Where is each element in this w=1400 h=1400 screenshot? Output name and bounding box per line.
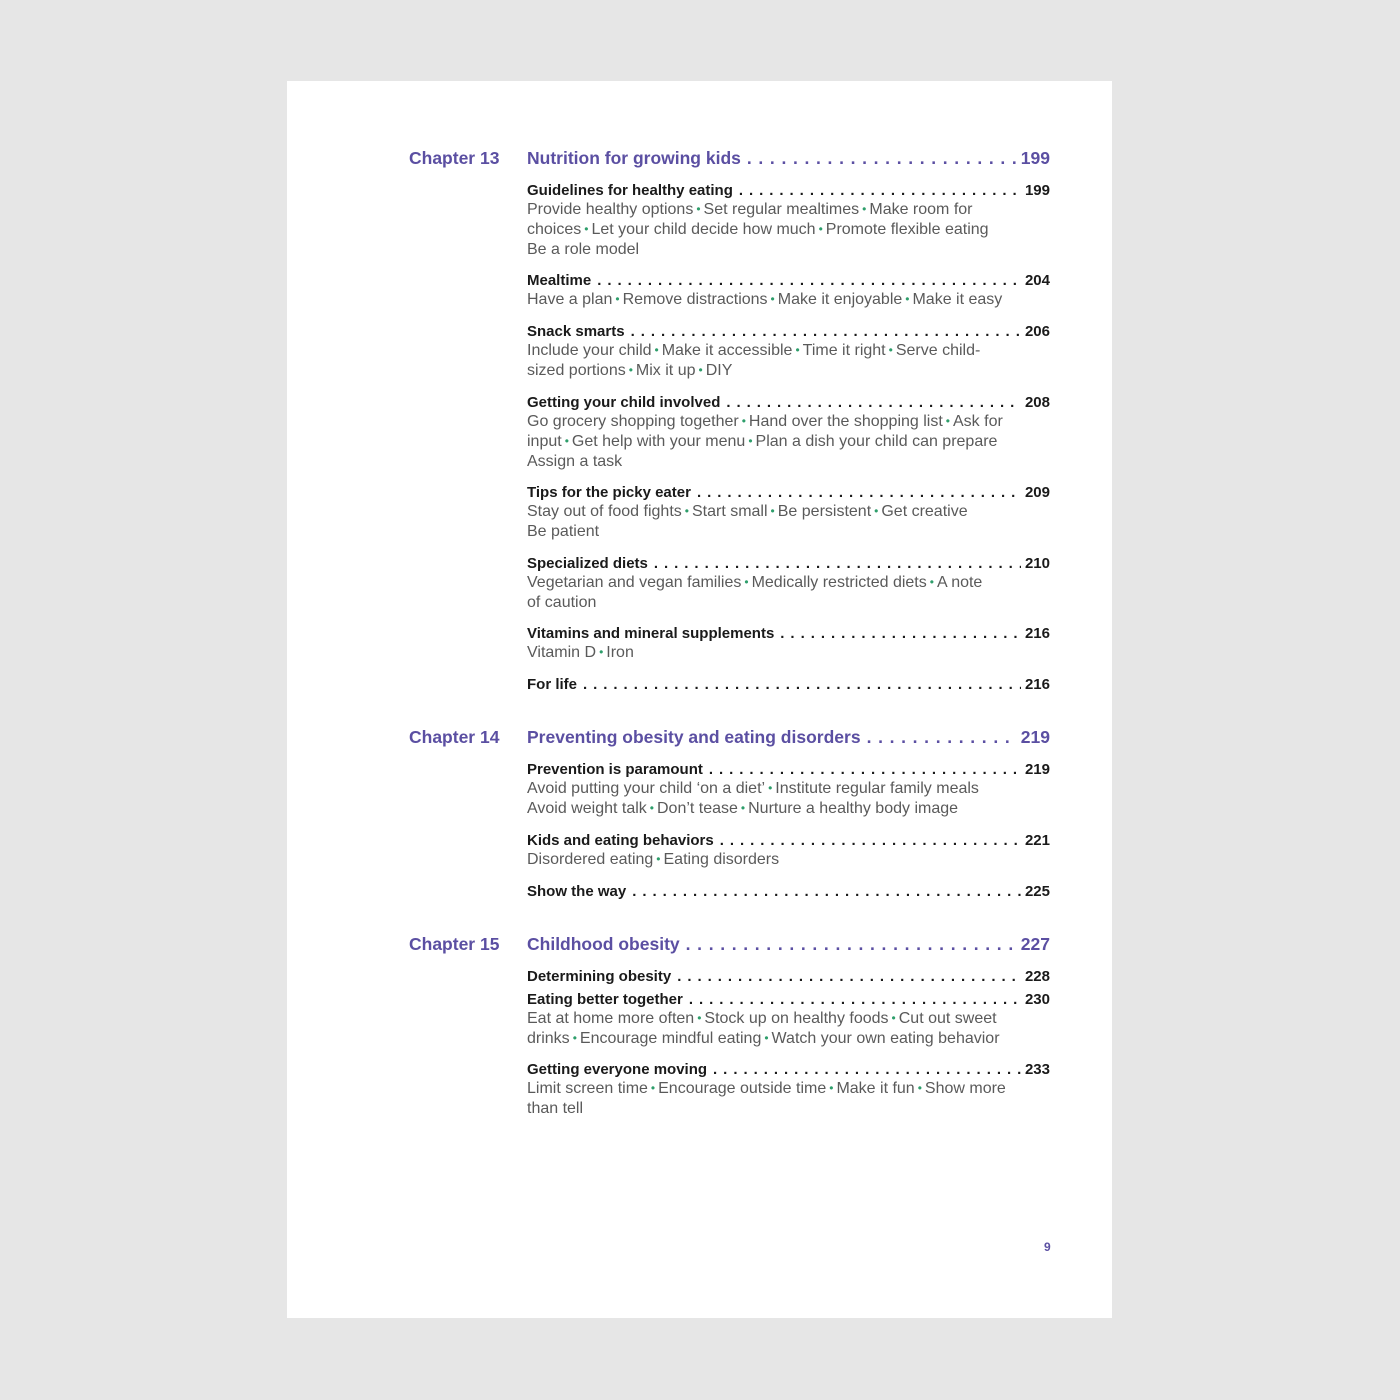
topics-line bbox=[527, 412, 1057, 432]
bullet-separator: • bbox=[748, 434, 753, 448]
topic-item: Show more bbox=[924, 1080, 1006, 1097]
dot-leader bbox=[632, 882, 1021, 902]
topic-item: Eating disorders bbox=[663, 851, 780, 868]
section-entry[interactable] bbox=[527, 882, 1050, 902]
topic-item: DIY bbox=[705, 362, 733, 379]
dot-leader bbox=[747, 147, 1017, 169]
bullet-separator: • bbox=[698, 363, 703, 377]
chapter-page: 219 bbox=[1020, 727, 1050, 747]
topic-item: Provide healthy options bbox=[527, 201, 694, 218]
section-entry[interactable] bbox=[527, 554, 1050, 574]
section-topics bbox=[527, 779, 1057, 819]
dot-leader bbox=[597, 271, 1021, 291]
topics-line bbox=[527, 452, 1057, 472]
section-page: 216 bbox=[1024, 625, 1050, 642]
topic-item: input bbox=[527, 433, 562, 450]
section-page: 204 bbox=[1024, 272, 1050, 289]
chapter-title: Childhood obesity bbox=[527, 934, 680, 954]
section-entry[interactable] bbox=[527, 967, 1050, 987]
bullet-separator: • bbox=[768, 781, 773, 795]
topic-item: Ask for bbox=[953, 413, 1003, 430]
bullet-separator: • bbox=[654, 343, 659, 357]
bullet-separator: • bbox=[684, 504, 689, 518]
topic-item: Assign a task bbox=[527, 453, 623, 470]
section-entry[interactable] bbox=[527, 1060, 1050, 1080]
topic-item: Mix it up bbox=[635, 362, 696, 379]
section-title: Determining obesity bbox=[527, 968, 672, 985]
topics-line bbox=[527, 341, 1057, 361]
topic-item: Watch your own eating behavior bbox=[771, 1030, 1000, 1047]
section-entry[interactable] bbox=[527, 483, 1050, 503]
section-title: Vitamins and mineral supplements bbox=[527, 625, 775, 642]
document-page bbox=[287, 81, 1112, 1318]
bullet-separator: • bbox=[740, 801, 746, 815]
bullet-separator: • bbox=[764, 1031, 769, 1045]
chapter-page: 199 bbox=[1020, 148, 1050, 168]
bullet-separator: • bbox=[862, 202, 867, 216]
topics-line bbox=[527, 573, 1057, 593]
section-title: Tips for the picky eater bbox=[527, 484, 691, 501]
bullet-separator: • bbox=[615, 292, 620, 306]
section-title: Kids and eating behaviors bbox=[527, 832, 714, 849]
section-topics bbox=[527, 1079, 1057, 1119]
section-page: 206 bbox=[1024, 323, 1050, 340]
bullet-separator: • bbox=[628, 363, 633, 377]
section-topics bbox=[527, 850, 1057, 870]
topic-item: Iron bbox=[606, 644, 634, 661]
section-topics bbox=[527, 200, 1057, 260]
bullet-separator: • bbox=[649, 801, 654, 815]
topic-item: Stock up on healthy foods bbox=[704, 1010, 889, 1027]
dot-leader bbox=[713, 1060, 1021, 1080]
dot-leader bbox=[697, 483, 1021, 503]
topic-item: Cut out sweet bbox=[898, 1010, 997, 1027]
topics-line bbox=[527, 779, 1057, 799]
dot-leader bbox=[780, 624, 1021, 644]
topics-line bbox=[527, 1079, 1057, 1099]
section-topics bbox=[527, 573, 1057, 613]
section-entry[interactable] bbox=[527, 675, 1050, 695]
topic-item: than tell bbox=[527, 1100, 584, 1117]
topic-item: Avoid weight talk bbox=[527, 800, 647, 817]
dot-leader bbox=[720, 831, 1021, 851]
dot-leader bbox=[867, 726, 1017, 748]
topic-item: Nurture a healthy body image bbox=[748, 800, 959, 817]
bullet-separator: • bbox=[945, 414, 950, 428]
chapter-label: Chapter 13 bbox=[409, 148, 500, 168]
topic-item: Promote flexible eating bbox=[825, 221, 989, 238]
section-entry[interactable] bbox=[527, 831, 1050, 851]
topic-item: Go grocery shopping together bbox=[527, 413, 739, 430]
section-entry[interactable] bbox=[527, 760, 1050, 780]
section-entry[interactable] bbox=[527, 271, 1050, 291]
bullet-separator: • bbox=[891, 1011, 896, 1025]
topics-line bbox=[527, 643, 1057, 663]
topic-item: Avoid putting your child ‘on a diet’ bbox=[527, 780, 766, 797]
section-title: Getting everyone moving bbox=[527, 1061, 708, 1078]
chapter-title-link[interactable] bbox=[527, 147, 1050, 169]
topic-item: Vitamin D bbox=[527, 644, 597, 661]
topic-item: Eat at home more often bbox=[527, 1010, 695, 1027]
section-title: Specialized diets bbox=[527, 555, 648, 572]
section-page: 219 bbox=[1024, 761, 1050, 778]
topic-item: choices bbox=[527, 221, 582, 238]
topics-line bbox=[527, 220, 1057, 240]
topics-line bbox=[527, 593, 1057, 613]
bullet-separator: • bbox=[917, 1081, 922, 1095]
chapter-title: Preventing obesity and eating disorders bbox=[527, 727, 861, 747]
section-page: 199 bbox=[1024, 182, 1050, 199]
bullet-separator: • bbox=[741, 414, 746, 428]
topic-item: Be persistent bbox=[777, 503, 872, 520]
topic-item: Vegetarian and vegan families bbox=[527, 574, 742, 591]
dot-leader bbox=[677, 967, 1021, 987]
chapter-page: 227 bbox=[1020, 934, 1050, 954]
topic-item: Encourage mindful eating bbox=[579, 1030, 762, 1047]
chapter-title: Nutrition for growing kids bbox=[527, 148, 741, 168]
topics-line bbox=[527, 850, 1057, 870]
topic-item: of caution bbox=[527, 594, 597, 611]
topic-item: Be patient bbox=[527, 523, 600, 540]
bullet-separator: • bbox=[795, 343, 800, 357]
section-title: Guidelines for healthy eating bbox=[527, 182, 733, 199]
section-title: For life bbox=[527, 676, 578, 693]
section-topics bbox=[527, 341, 1057, 381]
topic-item: Make it enjoyable bbox=[777, 291, 903, 308]
topics-line bbox=[527, 1099, 1057, 1119]
section-entry[interactable] bbox=[527, 624, 1050, 644]
topics-line bbox=[527, 432, 1057, 452]
bullet-separator: • bbox=[905, 292, 910, 306]
section-page: 208 bbox=[1024, 394, 1050, 411]
topic-item: Make it easy bbox=[912, 291, 1003, 308]
topic-item: Set regular mealtimes bbox=[703, 201, 860, 218]
chapter-title-link[interactable] bbox=[527, 933, 1050, 955]
chapter-title-link[interactable] bbox=[527, 726, 1050, 748]
topic-item: Make it accessible bbox=[661, 342, 793, 359]
bullet-separator: • bbox=[929, 575, 934, 589]
dot-leader bbox=[739, 181, 1021, 201]
topic-item: Be a role model bbox=[527, 241, 640, 258]
topic-item: Hand over the shopping list bbox=[748, 413, 943, 430]
bullet-separator: • bbox=[599, 645, 604, 659]
section-page: 216 bbox=[1024, 676, 1050, 693]
dot-leader bbox=[726, 393, 1021, 413]
topics-line bbox=[527, 522, 1057, 542]
topics-line bbox=[527, 240, 1057, 260]
bullet-separator: • bbox=[696, 202, 701, 216]
topic-item: Don’t tease bbox=[656, 800, 738, 817]
bullet-separator: • bbox=[584, 222, 589, 236]
dot-leader bbox=[583, 675, 1021, 695]
bullet-separator: • bbox=[564, 434, 569, 448]
topic-item: Plan a dish your child can prepare bbox=[755, 433, 998, 450]
topic-item: Make it fun bbox=[836, 1080, 915, 1097]
topic-item: Medically restricted diets bbox=[751, 574, 927, 591]
bullet-separator: • bbox=[572, 1031, 577, 1045]
section-topics bbox=[527, 502, 1057, 542]
topic-item: Stay out of food fights bbox=[527, 503, 682, 520]
topics-line bbox=[527, 290, 1057, 310]
section-page: 228 bbox=[1024, 968, 1050, 985]
topics-line bbox=[527, 1029, 1057, 1049]
section-title: Mealtime bbox=[527, 272, 592, 289]
section-page: 221 bbox=[1024, 832, 1050, 849]
dot-leader bbox=[631, 322, 1021, 342]
topic-item: Have a plan bbox=[527, 291, 613, 308]
dot-leader bbox=[689, 990, 1021, 1010]
topic-item: Remove distractions bbox=[622, 291, 768, 308]
topics-line bbox=[527, 1009, 1057, 1029]
section-entry[interactable] bbox=[527, 322, 1050, 342]
section-entry[interactable] bbox=[527, 181, 1050, 201]
topics-line bbox=[527, 361, 1057, 381]
topic-item: Time it right bbox=[802, 342, 886, 359]
chapter-label: Chapter 15 bbox=[409, 934, 500, 954]
section-topics bbox=[527, 412, 1057, 472]
section-entry[interactable] bbox=[527, 990, 1050, 1010]
section-title: Snack smarts bbox=[527, 323, 625, 340]
section-page: 230 bbox=[1024, 991, 1050, 1008]
topic-item: drinks bbox=[527, 1030, 570, 1047]
topic-item: sized portions bbox=[527, 362, 626, 379]
topic-item: Let your child decide how much bbox=[591, 221, 816, 238]
topic-item: Include your child bbox=[527, 342, 652, 359]
topic-item: Get help with your menu bbox=[571, 433, 746, 450]
topic-item: Start small bbox=[691, 503, 768, 520]
topic-item: Limit screen time bbox=[527, 1080, 648, 1097]
topic-item: A note bbox=[936, 574, 983, 591]
bullet-separator: • bbox=[829, 1081, 834, 1095]
topic-item: Encourage outside time bbox=[658, 1080, 827, 1097]
section-page: 225 bbox=[1024, 883, 1050, 900]
bullet-separator: • bbox=[874, 504, 879, 518]
topics-line bbox=[527, 799, 1057, 819]
section-title: Getting your child involved bbox=[527, 394, 721, 411]
section-title: Eating better together bbox=[527, 991, 683, 1008]
bullet-separator: • bbox=[770, 292, 775, 306]
topic-item: Serve child- bbox=[895, 342, 981, 359]
dot-leader bbox=[686, 933, 1017, 955]
section-title: Prevention is paramount bbox=[527, 761, 703, 778]
topic-item: Disordered eating bbox=[527, 851, 654, 868]
section-page: 210 bbox=[1024, 555, 1050, 572]
bullet-separator: • bbox=[650, 1081, 656, 1095]
bullet-separator: • bbox=[770, 504, 775, 518]
section-topics bbox=[527, 290, 1057, 310]
section-topics bbox=[527, 643, 1057, 663]
dot-leader bbox=[709, 760, 1021, 780]
section-page: 209 bbox=[1024, 484, 1050, 501]
bullet-separator: • bbox=[656, 852, 661, 866]
page-number: 9 bbox=[1044, 1240, 1051, 1254]
topic-item: Institute regular family meals bbox=[775, 780, 979, 797]
bullet-separator: • bbox=[744, 575, 749, 589]
section-title: Show the way bbox=[527, 883, 627, 900]
bullet-separator: • bbox=[888, 343, 893, 357]
topic-item: Get creative bbox=[881, 503, 968, 520]
bullet-separator: • bbox=[818, 222, 823, 236]
section-entry[interactable] bbox=[527, 393, 1050, 413]
chapter-label: Chapter 14 bbox=[409, 727, 500, 747]
topic-item: Make room for bbox=[869, 201, 973, 218]
topics-line bbox=[527, 502, 1057, 522]
dot-leader bbox=[654, 554, 1021, 574]
section-page: 233 bbox=[1024, 1061, 1050, 1078]
topics-line bbox=[527, 200, 1057, 220]
section-topics bbox=[527, 1009, 1057, 1049]
bullet-separator: • bbox=[697, 1011, 702, 1025]
